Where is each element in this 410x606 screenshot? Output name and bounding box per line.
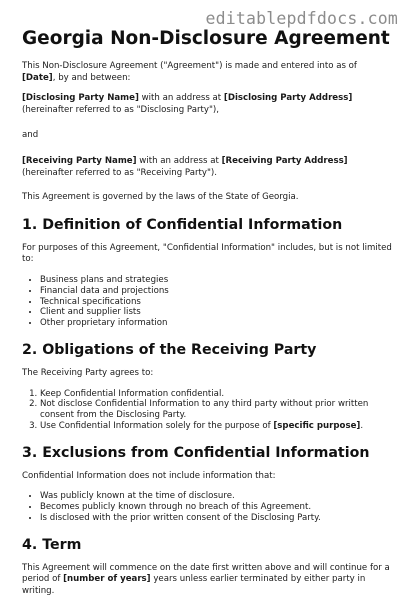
document-title: Georgia Non-Disclosure Agreement (22, 28, 390, 49)
list-item: 1. Keep Confidential Information confidential. (40, 389, 392, 400)
list-item (40, 421, 392, 432)
section-4-paragraph (22, 563, 392, 598)
specific-purpose-placeholder: [specific purpose] (273, 420, 361, 431)
and-text: and (22, 130, 39, 141)
intro-text: , by and between: (52, 72, 131, 83)
list-item: • Was publicly known at the time of disclosure. (40, 491, 392, 502)
section-1-list (22, 275, 392, 329)
intro-text: (hereinafter referred to as "Disclosing Party"), (22, 104, 219, 115)
list-item: • Business plans and strategies (40, 275, 392, 286)
list-item: • Financial data and projections (40, 286, 392, 297)
intro-text: with an address at (138, 93, 224, 104)
term-text: This Agreement will commence on the date first written above and will continue for a period of (22, 562, 390, 585)
disclosing-party-address: [Disclosing Party Address] (223, 93, 353, 104)
list-item: 2. Not disclose Confidential Information to any third party without prior written consent from the Disclosing Party. (40, 399, 392, 421)
list-item: • Becomes publicly known through no breach of this Agreement. (40, 502, 392, 513)
section-1-heading: 1. Definition of Confidential Information (22, 216, 343, 233)
list-item: • Is disclosed with the prior written consent of the Disclosing Party. (40, 513, 392, 524)
watermark: editablepdfdocs.com (205, 9, 398, 28)
document-page (22, 28, 392, 606)
intro-paragraph (22, 61, 392, 84)
section-3-heading: 3. Exclusions from Confidential Information (22, 444, 370, 461)
section-2-list (22, 389, 392, 432)
section-3-list (22, 491, 392, 523)
intro-text: This Non-Disclosure Agreement ("Agreement") is made and entered into as of (22, 61, 357, 71)
section-2-heading: 2. Obligations of the Receiving Party (22, 341, 317, 358)
disclosing-party-name: [Disclosing Party Name] (22, 93, 139, 104)
intro-text: with an address at (136, 155, 222, 166)
receiving-party-name: [Receiving Party Name] (22, 155, 137, 166)
governing-law-paragraph: This Agreement is governed by the laws of the State of Georgia. (22, 192, 299, 203)
date-placeholder: [Date] (22, 72, 53, 83)
section-4-heading: 4. Term (22, 536, 82, 553)
intro-text: (hereinafter referred to as "Receiving Party"). (22, 167, 218, 178)
list-item-text: . (360, 420, 364, 431)
list-item-text: Use Confidential Information solely for the purpose of (40, 420, 274, 431)
section-3-lead: Confidential Information does not include information that: (22, 470, 276, 481)
receiving-party-address: [Receiving Party Address] (221, 155, 348, 166)
years-placeholder: [number of years] (63, 574, 151, 585)
section-2-lead: The Receiving Party agrees to: (22, 367, 154, 378)
list-item: • Technical specifications (40, 297, 392, 308)
section-1-lead: For purposes of this Agreement, "Confidential Information" includes, but is not limited to: (22, 242, 392, 265)
receiving-party-paragraph (22, 156, 392, 179)
disclosing-party-paragraph (22, 93, 392, 116)
list-item: • Other proprietary information (40, 318, 392, 329)
list-item: • Client and supplier lists (40, 307, 392, 318)
term-text: years unless earlier terminated by either party in writing. (22, 574, 366, 596)
